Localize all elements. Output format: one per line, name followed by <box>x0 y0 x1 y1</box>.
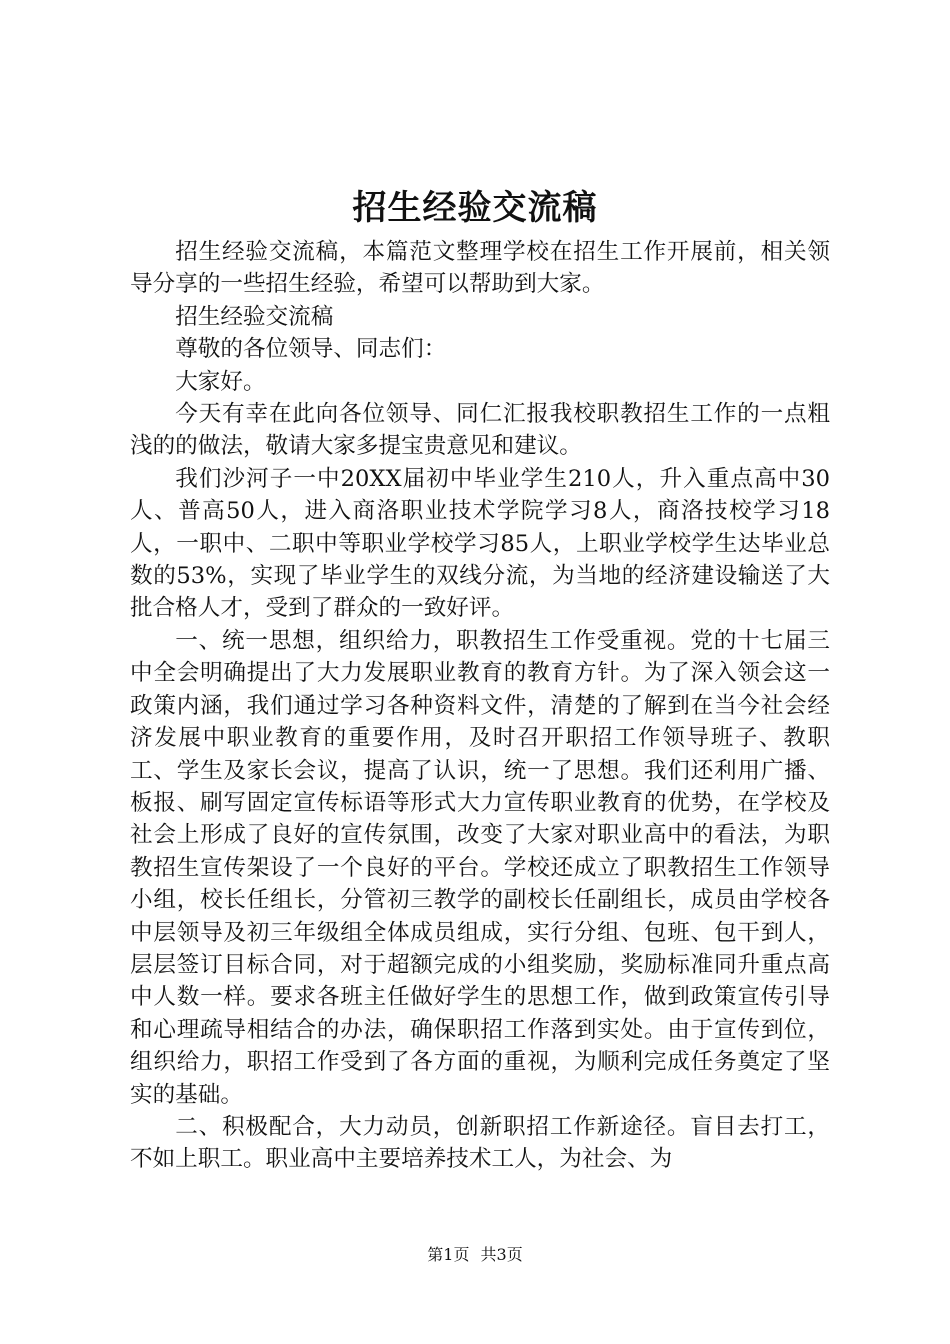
section-one-paragraph: 一、统一思想，组织给力，职教招生工作受重视。党的十七届三中全会明确提出了大力发展职业教育的教育方针。为了深入领会这一政策内涵，我们通过学习各种资料文件，清楚的了解到在当今社会经济发展中职业教育的重要作用，及时召开职招工作领导班子、教职工、学生及家长会议，提高了认识，统一了思想。我们还利用广播、板报、刷写固定宣传标语等形式大力宣传职业教育的优势，在学校及社会上形成了良好的宣传氛围，改变了大家对职业高中的看法，为职教招生宣传架设了一个良好的平台。学校还成立了职教招生工作领导小组，校长任组长，分管初三教学的副校长任副组长，成员由学校各中层领导及初三年级组全体成员组成，实行分组、包班、包干到人，层层签订目标合同，对于超额完成的小组奖励，奖励标准同升重点高中人数一样。要求各班主任做好学生的思想工作，做到政策宣传引导和心理疏导相结合的办法，确保职招工作落到实处。由于宣传到位，组织给力，职招工作受到了各方面的重视，为顺利完成任务奠定了坚实的基础。 <box>130 627 830 1108</box>
page-total: 共3页 <box>480 1245 523 1264</box>
intro-paragraph: 招生经验交流稿，本篇范文整理学校在招生工作开展前，相关领导分享的一些招生经验，希望可以帮助到大家。 <box>130 239 830 298</box>
page-number: 第1页 <box>427 1245 470 1264</box>
opening-paragraph: 今天有幸在此向各位领导、同仁汇报我校职教招生工作的一点粗浅的的做法，敬请大家多提宝贵意见和建议。 <box>130 401 830 460</box>
greeting: 大家好。 <box>175 368 266 395</box>
salutation: 尊敬的各位领导、同志们： <box>175 336 447 363</box>
subtitle-line: 招生经验交流稿 <box>175 303 334 330</box>
results-paragraph: 我们沙河子一中20XX届初中毕业学生210人，升入重点高中30人、普高50人，进入商洛职业技术学院学习8人，商洛技校学习18人，一职中、二职中等职业学校学习85人，上职业学校学生达毕业总数的53%，实现了毕业学生的双线分流，为当地的经济建设输送了大批合格人才，受到了群众的一致好评。 <box>130 465 830 622</box>
document-title: 招生经验交流稿 <box>352 188 598 228</box>
section-two-paragraph: 二、积极配合，大力动员，创新职招工作新途径。盲目去打工，不如上职工。职业高中主要培养技术工人，为社会、为 <box>130 1113 830 1173</box>
document-body <box>130 236 830 1176</box>
page-footer <box>0 1243 950 1267</box>
